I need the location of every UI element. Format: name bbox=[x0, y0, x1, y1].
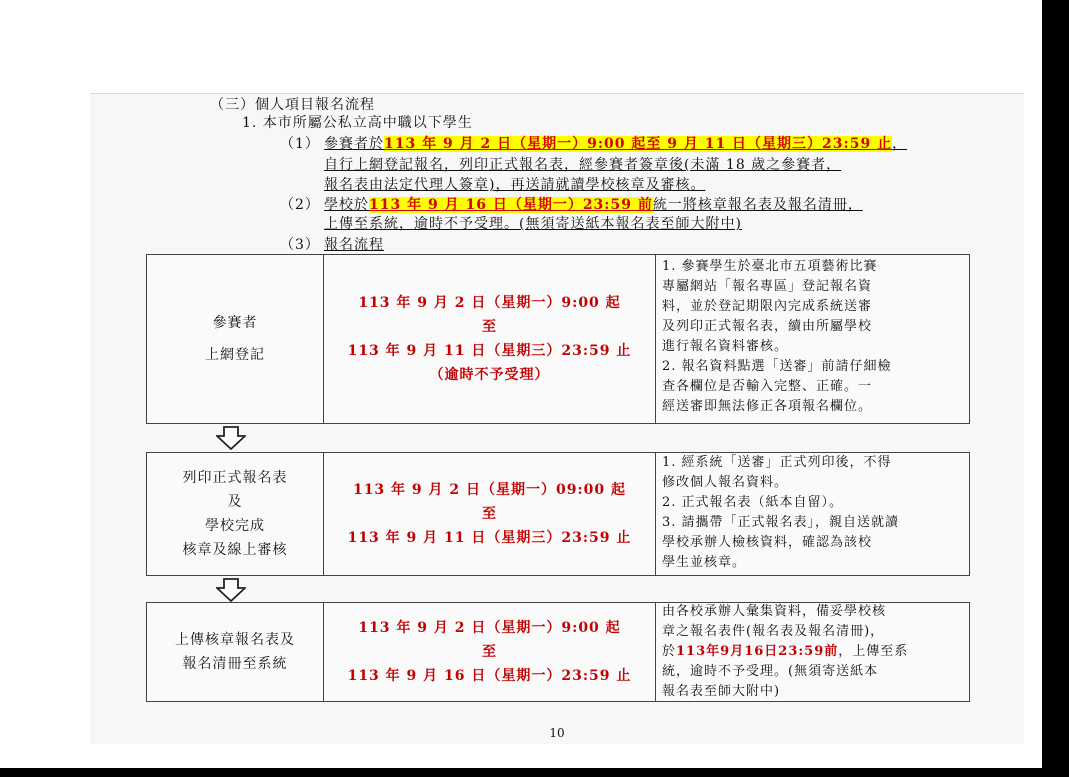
flow-step-1-period bbox=[324, 255, 656, 423]
flow-step-2-title-line: 學校完成 bbox=[205, 518, 265, 534]
flow-step-3 bbox=[146, 602, 970, 702]
right-dark-border bbox=[1042, 0, 1069, 777]
flow-step-1-title-line-1: 參賽者 bbox=[212, 315, 258, 331]
bottom-dark-border bbox=[0, 768, 1069, 777]
item-1-number: （1） bbox=[280, 136, 320, 152]
flow-step-2-note-line: 2. 正式報名表（紙本自留）。 bbox=[662, 495, 844, 510]
item-1-suffix: ， bbox=[892, 136, 908, 152]
flow-step-1-to: 至 bbox=[482, 319, 497, 335]
flow-step-3-note-line: 統，逾時不予受理。(無須寄送紙本 bbox=[662, 664, 879, 679]
flow-step-3-note-line: 由各校承辦人彙集資料，備妥學校核 bbox=[662, 604, 887, 619]
flow-step-1-title-line-2: 上網登記 bbox=[205, 347, 265, 363]
flow-step-2-note-line: 3. 請攜帶「正式報名表」，親自送就讀 bbox=[662, 515, 900, 530]
flow-step-2-notes bbox=[656, 453, 969, 575]
flow-step-2-to: 至 bbox=[482, 506, 497, 522]
flow-step-2-note-line: 修改個人報名資料。 bbox=[662, 475, 789, 490]
flow-step-2-note-line: 1. 經系統「送審」正式列印後，不得 bbox=[662, 455, 892, 470]
flow-step-3-title bbox=[147, 603, 324, 701]
down-arrow-icon bbox=[216, 578, 246, 602]
item-2-suffix: 統一將核章報名表及報名清冊， bbox=[652, 197, 863, 213]
subsection-title: 1. 本市所屬公私立高中職以下學生 bbox=[242, 115, 473, 131]
flow-step-1-title bbox=[147, 255, 324, 423]
flow-step-1-note: （逾時不予受理） bbox=[429, 367, 550, 383]
flow-step-1-note-line: 2. 報名資料點選「送審」前請仔細檢 bbox=[662, 359, 892, 374]
item-1-line-2: 自行上網登記報名，列印正式報名表，經參賽者簽章後(未滿 18 歲之參賽者， bbox=[324, 157, 842, 173]
flow-step-3-note-line: 報名表至師大附中) bbox=[662, 684, 781, 699]
deadline-date: 113年9月16日23:59前 bbox=[676, 644, 839, 659]
flow-step-1-notes bbox=[656, 255, 969, 423]
flow-step-3-note-line-deadline bbox=[662, 642, 963, 662]
flow-step-2-note-line: 學校承辦人檢核資料，確認為該校 bbox=[662, 535, 873, 550]
flow-step-3-note-line: 章之報名表件(報名表及報名清冊)， bbox=[662, 624, 885, 639]
flow-step-3-to: 至 bbox=[482, 644, 497, 660]
flow-step-3-end: 113 年 9 月 16 日（星期一）23:59 止 bbox=[347, 668, 632, 684]
flow-step-2-note-line: 學生並核章。 bbox=[662, 555, 747, 570]
flow-step-3-notes bbox=[656, 603, 969, 701]
item-2-highlight: 113 年 9 月 16 日（星期一）23:59 前 bbox=[369, 197, 653, 213]
flow-step-1-note-line: 及列印正式報名表，續由所屬學校 bbox=[662, 319, 873, 334]
item-1-highlight: 113 年 9 月 2 日（星期一）9:00 起至 9 月 11 日（星期三）23:59 止 bbox=[384, 136, 893, 152]
flow-step-1-note-line: 料，並於登記期限內完成系統送審 bbox=[662, 299, 873, 314]
item-1-prefix: 參賽者於 bbox=[324, 136, 384, 152]
flow-step-1-note-line: 1. 參賽學生於臺北市五項藝術比賽 bbox=[662, 259, 878, 274]
flow-step-2-title-line: 核章及線上審核 bbox=[182, 542, 288, 558]
item-3-number: （3） bbox=[280, 237, 320, 253]
flow-step-2-title-line: 及 bbox=[227, 494, 243, 510]
down-arrow-icon bbox=[216, 426, 246, 450]
flow-step-3-title-line: 報名清冊至系統 bbox=[182, 656, 288, 672]
flow-step-1-note-line: 進行報名資料審核。 bbox=[662, 339, 789, 354]
flow-step-1-note-line: 專屬網站「報名專區」登記報名資 bbox=[662, 279, 873, 294]
flow-step-1-end: 113 年 9 月 11 日（星期三）23:59 止 bbox=[347, 343, 632, 359]
flow-step-2-period bbox=[324, 453, 656, 575]
flow-step-1 bbox=[146, 254, 970, 424]
flow-step-2-end: 113 年 9 月 11 日（星期三）23:59 止 bbox=[347, 530, 632, 546]
flow-step-3-period bbox=[324, 603, 656, 701]
item-3-label: 報名流程 bbox=[324, 237, 384, 253]
flow-step-2-start: 113 年 9 月 2 日（星期一）09:00 起 bbox=[352, 482, 627, 498]
deadline-suffix: ，上傳至系 bbox=[838, 644, 909, 659]
flow-step-3-title-line: 上傳核章報名表及 bbox=[175, 632, 295, 648]
flow-step-3-start: 113 年 9 月 2 日（星期一）9:00 起 bbox=[358, 620, 621, 636]
section-title: （三）個人項目報名流程 bbox=[210, 97, 375, 113]
flow-step-2-title bbox=[147, 453, 324, 575]
flow-step-2-title-line: 列印正式報名表 bbox=[182, 470, 288, 486]
page-number: 10 bbox=[549, 726, 565, 740]
item-2-line-2: 上傳至系統，逾時不予受理。(無須寄送紙本報名表至師大附中) bbox=[324, 216, 742, 232]
document-page bbox=[90, 93, 1024, 744]
flow-step-2 bbox=[146, 452, 970, 576]
flow-step-1-note-line: 查各欄位是否輸入完整、正確。一 bbox=[662, 379, 873, 394]
flow-step-1-start: 113 年 9 月 2 日（星期一）9:00 起 bbox=[358, 295, 621, 311]
item-1-line-1 bbox=[324, 134, 907, 154]
item-1-line-3: 報名表由法定代理人簽章)，再送請就讀學校核章及審核。 bbox=[324, 177, 706, 193]
item-2-line-1 bbox=[324, 195, 863, 215]
deadline-prefix: 於 bbox=[662, 644, 677, 659]
item-2-number: （2） bbox=[280, 197, 320, 213]
item-2-prefix: 學校於 bbox=[324, 197, 369, 213]
flow-step-1-note-line: 經送審即無法修正各項報名欄位。 bbox=[662, 399, 873, 414]
